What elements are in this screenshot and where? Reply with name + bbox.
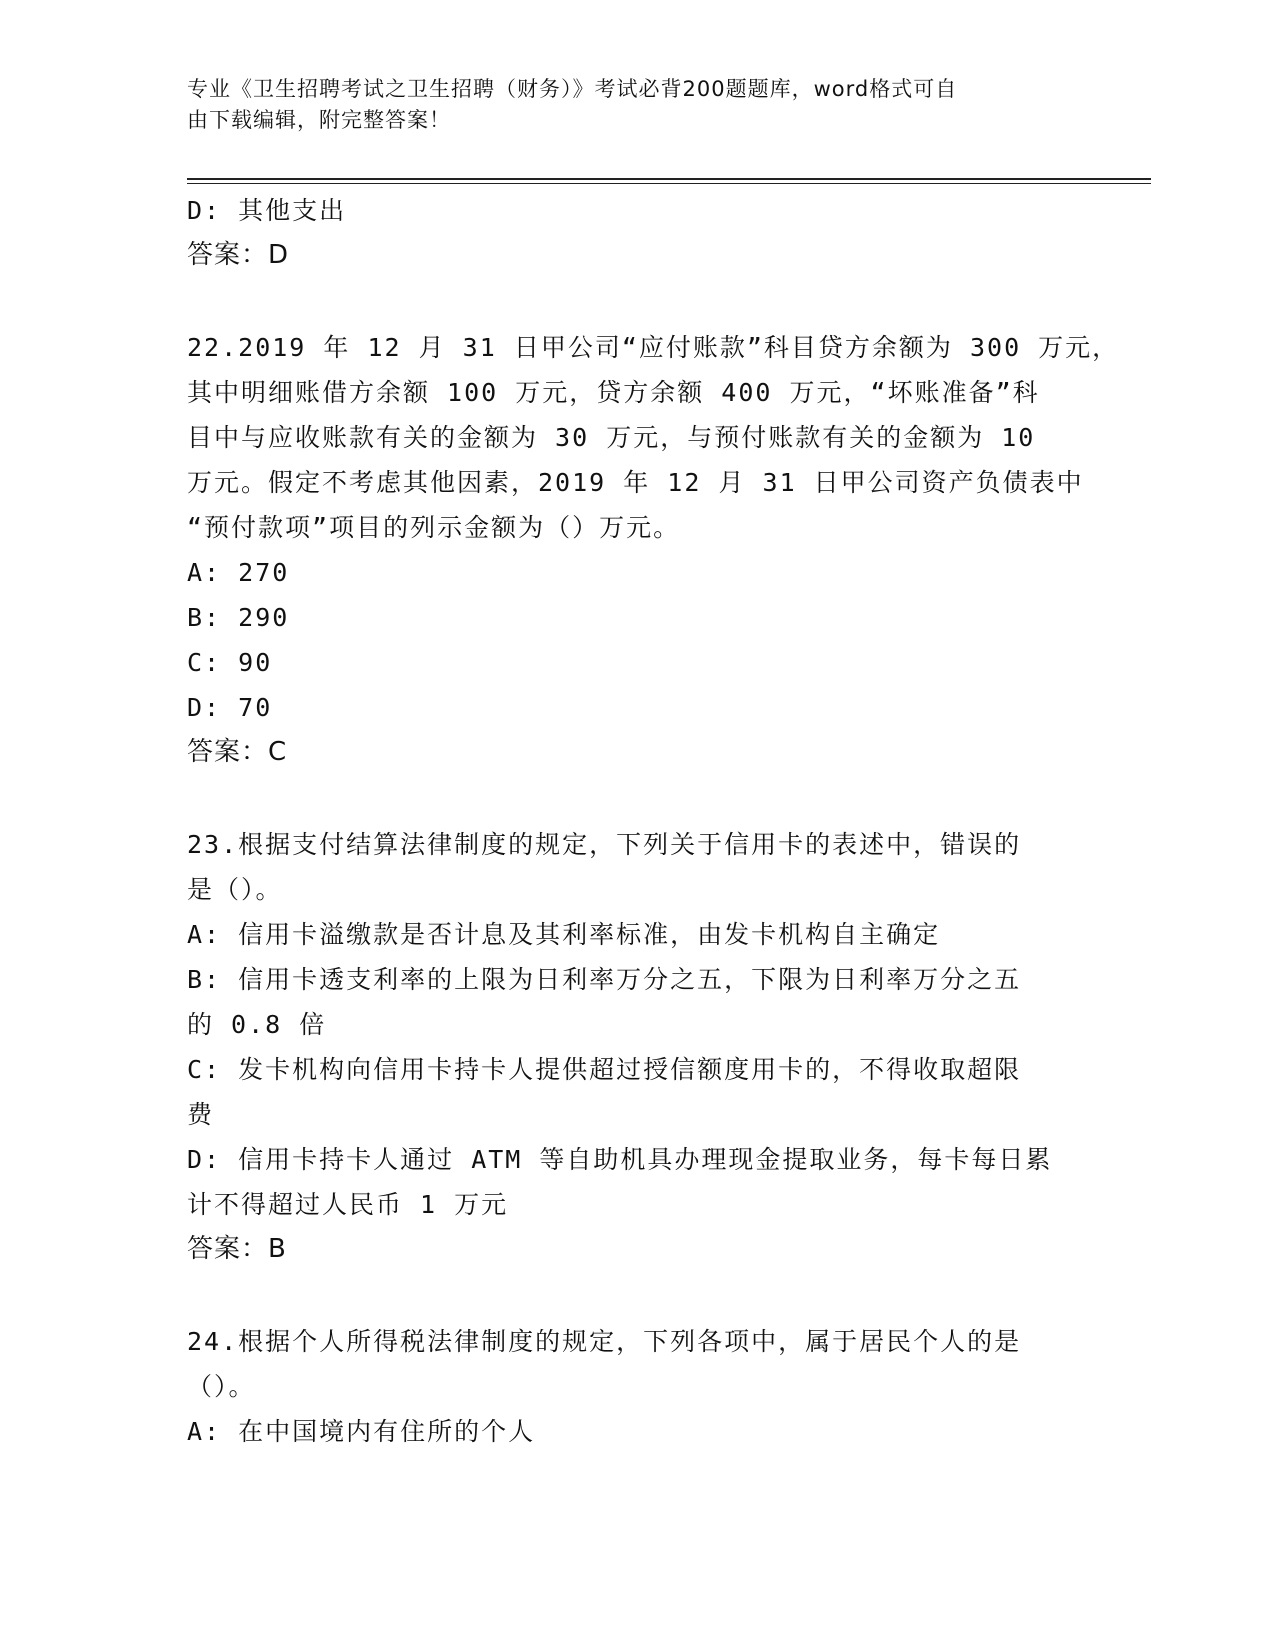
carryover-question [187,188,1087,278]
question-text-line: “预付款项”项目的列示金额为（）万元。 [187,513,681,542]
option-c: C: 90 [187,648,273,677]
option-c-continued: 费 [187,1100,215,1129]
option-d: D: 70 [187,693,273,722]
option-b-continued: 的 0.8 倍 [187,1010,327,1039]
spacer [187,278,1087,325]
question-text-line: 是（）。 [187,875,283,904]
question-text-line: 其中明细账借方余额 100 万元，贷方余额 400 万元，“坏账准备”科 [187,378,1040,407]
option-b: B: 290 [187,603,290,632]
question-text-line: （）。 [187,1372,256,1401]
option-a: A: 270 [187,558,290,587]
header-divider-thin [187,183,1151,184]
question-24 [187,1319,1087,1454]
header-line-1: 专业《卫生招聘考试之卫生招聘（财务）》考试必背200题题库，word格式可自 [187,77,958,101]
answer-line: 答案：C [187,737,288,767]
document-body [187,188,1120,1454]
spacer [187,1272,1087,1319]
question-text-line: 22.2019 年 12 月 31 日甲公司“应付账款”科目贷方余额为 300 万元， [187,333,1120,362]
answer-line: 答案：B [187,1234,287,1264]
option-d-continued: 计不得超过人民币 1 万元 [187,1190,509,1219]
question-22 [187,325,1120,775]
header-divider-thick [187,178,1151,180]
header-line-2: 由下载编辑，附完整答案！ [187,108,451,132]
option-d: D: 信用卡持卡人通过 ATM 等自助机具办理现金提取业务，每卡每日累 [187,1145,1053,1174]
answer-line: 答案：D [187,240,290,270]
question-text-line: 24.根据个人所得税法律制度的规定，下列各项中，属于居民个人的是 [187,1327,1022,1356]
option-d: D: 其他支出 [187,196,347,225]
question-text-line: 万元。假定不考虑其他因素，2019 年 12 月 31 日甲公司资产负债表中 [187,468,1084,497]
option-a: A: 在中国境内有住所的个人 [187,1417,536,1446]
option-b: B: 信用卡透支利率的上限为日利率万分之五，下限为日利率万分之五 [187,965,1022,994]
option-c: C: 发卡机构向信用卡持卡人提供超过授信额度用卡的，不得收取超限 [187,1055,1022,1084]
spacer [187,775,1087,822]
page-header [187,74,1087,136]
question-text-line: 目中与应收账款有关的金额为 30 万元，与预付账款有关的金额为 10 [187,423,1036,452]
question-23 [187,822,1087,1272]
option-a: A: 信用卡溢缴款是否计息及其利率标准，由发卡机构自主确定 [187,920,941,949]
question-text-line: 23.根据支付结算法律制度的规定，下列关于信用卡的表述中，错误的 [187,830,1022,859]
